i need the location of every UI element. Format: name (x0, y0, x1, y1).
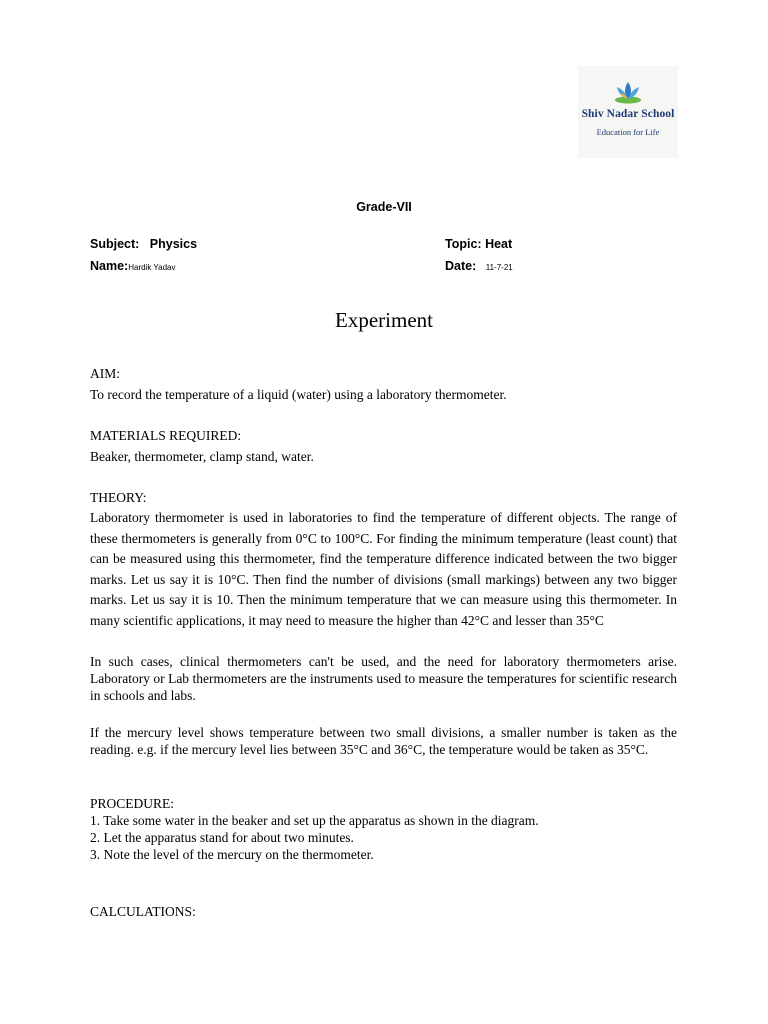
logo-school-name: Shiv Nadar School (581, 108, 675, 120)
topic-label: Topic: (445, 237, 482, 251)
topic-value: Heat (485, 237, 513, 251)
procedure-step: 3. Note the level of the mercury on the thermometer. (90, 847, 374, 862)
procedure-heading: PROCEDURE: (90, 796, 175, 811)
calculations-heading: CALCULATIONS: (90, 904, 196, 919)
procedure-step: 1. Take some water in the beaker and set up the apparatus as shown in the diagram. (90, 813, 539, 828)
theory-paragraph-2: In such cases, clinical thermometers can't be used, and the need for laboratory thermometers arise. Laboratory or Lab thermometers are the instruments used to measure the temperatures for scientific research in schools and labs. (90, 654, 677, 703)
procedure-step: 2. Let the apparatus stand for about two minutes. (90, 830, 354, 845)
theory-heading: THEORY: (90, 490, 147, 505)
procedure-section (90, 795, 677, 863)
name-value: Hardik Yadav (128, 263, 176, 272)
school-logo (578, 66, 678, 158)
date-line (445, 259, 513, 273)
aim-section (90, 364, 677, 405)
subject-line (90, 237, 197, 251)
logo-tagline: Education for Life (596, 127, 660, 137)
name-label: Name: (90, 259, 129, 273)
name-line (90, 259, 176, 273)
page-title: Experiment (335, 308, 433, 332)
theory-paragraph-1: Laboratory thermometer is used in laboratories to find the temperature of different objects. The range of these thermometers is generally from 0°C to 100°C. For finding the minimum temperature (least count) that can be measured using this thermometer, find the temperature difference indicated between the two bigger marks. Let us say it is 10°C. Then find the number of divisions (small markings) between any two bigger marks. Let us say it is 10. Then the minimum temperature that we can measure using this thermometer. In many scientific applications, it may need to measure the higher than 42°C and lesser than 35°C (90, 510, 677, 628)
lotus-icon (613, 80, 643, 106)
date-label: Date: (445, 259, 477, 273)
subject-label: Subject: (90, 237, 140, 251)
date-value: 11-7-21 (485, 263, 513, 272)
subject-value: Physics (149, 237, 198, 251)
aim-heading: AIM: (90, 366, 120, 381)
materials-text: Beaker, thermometer, clamp stand, water. (90, 448, 314, 464)
materials-section (90, 426, 677, 467)
grade-heading: Grade-VII (356, 200, 412, 214)
aim-text: To record the temperature of a liquid (water) using a laboratory thermometer. (90, 386, 507, 402)
theory-paragraph-3: If the mercury level shows temperature between two small divisions, a smaller number is taken as the reading. e.g. if the mercury level lies between 35°C and 36°C, the temperature would be taken as 35°C. (90, 725, 677, 757)
topic-line (445, 237, 512, 251)
materials-heading: MATERIALS REQUIRED: (90, 428, 242, 443)
